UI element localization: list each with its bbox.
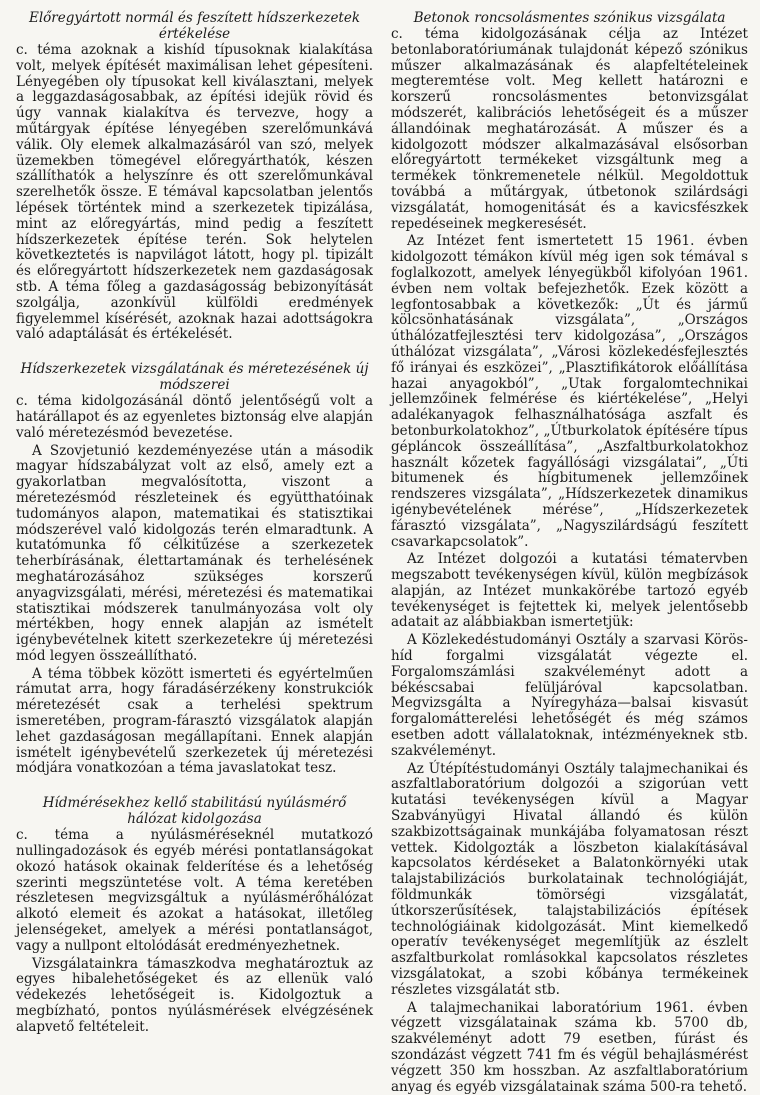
paragraph: A Közlekedéstudományi Osztály a szarvasi Körös-híd forgalmi vizsgálatát végezte el. Forgalomszámlási szakvéleményt adott a békéscsabai felüljáróval kapcsolatban. Megvizsgálta a Nyíregyháza—balsai kisvasút forgalomátterelési lehetőségét és még számos esetben adott vállalatoknak, intézményeknek stb. szakvéleményt. [391,632,748,759]
paragraph: c. téma a nyúlásméréseknél mutatkozó nullingadozások és egyéb mérési pontatlanságokat okozó hatások okainak felderítése és a lehetőség szerinti megszüntetése volt. A téma keretében részletesen megvizsgáltuk a nyúlásmérőhálózat alkotó elemeit és azokat a hatásokat, illetőleg jelenségeket, amelyek a mérési pontatlanságot, vagy a nullpont eltolódását eredményezhetnek. [16,827,373,954]
section-heading-bridge-testing-methods: Hídszerkezetek vizsgálatának és méretezésének új módszerei [20,361,369,394]
paragraph: c. téma kidolgozásánál döntő jelentőségű volt a határállapot és az egyenletes biztonság elve alapján való méretezésmód bevezetése. [16,393,373,441]
paragraph: Az Intézet fent ismertetett 15 1961. évben kidolgozott témákon kívül még igen sok témával s foglalkozott, amelyek lényegükből kifolyóan 1961. évben nem voltak befejezhetők. Ezek között a legfontosabbak a következők: „Út és jármű kölcsönhatásának vizsgálata”, „Országos úthálózatfejlesztési terv kidolgozása”, „Országos úthálózat vizsgálata”, „Városi közlekedésfejlesztés fő irányai és eszközei”, „Plasztifikátorok előállítása hazai anyagokból”, „Utak forgalomtechnikai jellemzőinek felmérése és kiértékelése”, „Helyi adalékanyagok felhasználhatósága aszfalt és betonburkolatokhoz”, „Útburkolatok építésére típus gépláncok összeállítása”, „Aszfaltburkolatokhoz használt kőzetek fagyállósági vizsgálatai”, „Úti bitumenek és hígbitumenek jellemzőinek rendszeres vizsgálata”, „Hídszerkezetek dinamikus igénybevételének mérése”, „Hídszerkezetek fárasztó vizsgálata”, „Nagyszilárdságú feszített csavarkapcsolatok”. [391,233,748,550]
section-heading-prefabricated-bridges: Előregyártott normál és feszített hídszerkezetek értékelése [28,10,361,42]
paragraph: A Szovjetunió kezdeményezése után a második magyar hídszabályzat volt az első, amely ezt a gyakorlatban megvalósította, viszont a méretezésmód részleteinek és együtthatóinak tudományos alapon, matematikai és statisztikai módszerével való kidolgozás terén elmaradtunk. A kutatómunka fő célkitűzése a szerkezetek teherbírásának, élettartamának és terhelésének meghatározásához szükséges korszerű anyagvizsgálati, mérési, méretezési és matematikai statisztikai módszerek tanulmányozása volt oly mértékben, hogy ennek alapján az ismételt igénybevételnek kitett szerkezetekre új méretezési mód legyen összeállítható. [16,442,373,664]
paragraph: Az Útépítéstudományi Osztály talajmechanikai és aszfaltlaboratórium dolgozói a szigorúan vett kutatási tevékenységen kívül a Magyar Szabványügyi Hivatal állandó és külön szakbizottságainak munkájába folyamatosan részt vettek. Kidolgozták a löszbeton kialakításával kapcsolatos kérdéseket a Balatonkörnyéki utak talajstabilizációs burkolatainak technológiáját, földmunkák tömörségi vizsgálatát, útkorszerűsítések, talajstabilizációs építések technológiáinak kidolgozását. Mint kiemelkedő operatív tevékenységet megemlítjük az észlelt aszfaltburkolat romlásokkal kapcsolatos részletes vizsgálatokat, a szobi kőbánya termékeinek részletes vizsgálatát stb. [391,760,748,998]
paragraph: Az Intézet dolgozói a kutatási tématervben megszabott tevékenységen kívül, külön megbízások alapján, az Intézet munkakörébe tartozó egyéb tevékenységet is fejtettek ki, melyek jelentősebb adatait az alábbiakban ismertetjük: [391,551,748,631]
section-heading-strain-gauge-network: Hídmérésekhez kellő stabilitású nyúlásmérő hálózat kidolgozása [42,795,347,828]
paragraph: c. téma kidolgozásának célja az Intézet betonlaboratóriumának tulajdonát képező szónikus műszer alkalmazásának és alapfeltételeinek megteremtése volt. Meg kellett határozni e korszerű roncsolásmentes betonvizsgálat módszerét, kalibrációs lehetőségeit és a műszer állandóinak meghatározását. A műszer és a kidolgozott módszer alkalmazásával elsősorban előregyártott termékeket vizsgáltunk meg a termékek tönkremenetele nélkül. Megoldottuk továbbá a műtárgyak, útbetonok szilárdsági vizsgálatát, homogenitását és a kavicsfészkek repedéseinek megkeresését. [391,26,748,232]
paragraph: A téma többek között ismerteti és egyértelműen rámutat arra, hogy fáradásérzékeny konstrukciók méretezését csak a terhelési spektrum ismeretében, program-fárasztó vizsgálatok alapján lehet gazdaságosan megállapítani. Ennek alapján ismételt igénybevételű szerkezetek új méretezési módjára vonatkozóan a téma javaslatokat tesz. [16,665,373,777]
left-column [16,10,373,1088]
paragraph: A talajmechanikai laboratórium 1961. évben végzett vizsgálatainak száma kb. 5700 db, szakvéleményt adott 79 esetben, fúrást és szondázást végzett 741 fm és végül behajlásmérést végzett 350 km hosszban. Az aszfaltlaboratórium anyag és egyéb vizsgálatainak száma 500-ra tehető. [391,999,748,1095]
section-heading-sonic-concrete-testing: Betonok roncsolásmentes szónikus vizsgálata [413,10,726,26]
paragraph: c. téma azoknak a kishíd típusoknak kialakítása volt, melyek építését maximálisan lehet gépesíteni. Lényegében oly típusokat kell kiválasztani, melyek a leggazdaságosabbak, az építési idejük rövid és úgy vannak kialakítva és tervezve, hogy a műtárgyak építése lényegében szerelőmunkává válik. Oly elemek alkalmazásáról van szó, melyek üzemekben tömegével előregyárthatók, készen szállíthatók a helyszínre és ott szerelőmunkával szerelhetők össze. E témával kapcsolatban jelentős lépések történtek mind a szerkezetek tipizálása, mint az előregyártás, mind pedig a feszített hídszerkezetek építése terén. Sok helytelen következtetés is napvilágot látott, hogy pl. tipizált és előregyártott hídszerkezetek nem gazdaságosak stb. A téma főleg a gazdaságosság bebizonyítását szolgálja, azonkívül külföldi eredmények figyelemmel kísérését, azoknak hazai adottságokra való adaptálását és értékelését. [16,42,373,343]
right-column [391,10,748,1095]
paragraph: Vizsgálatainkra támaszkodva meghatároztuk az egyes hibalehetőségeket és az ellenük való védekezés lehetőségeit is. Kidolgoztuk a megbízható, pontos nyúlásmérések elvégzésének alapvető feltételeit. [16,955,373,1035]
